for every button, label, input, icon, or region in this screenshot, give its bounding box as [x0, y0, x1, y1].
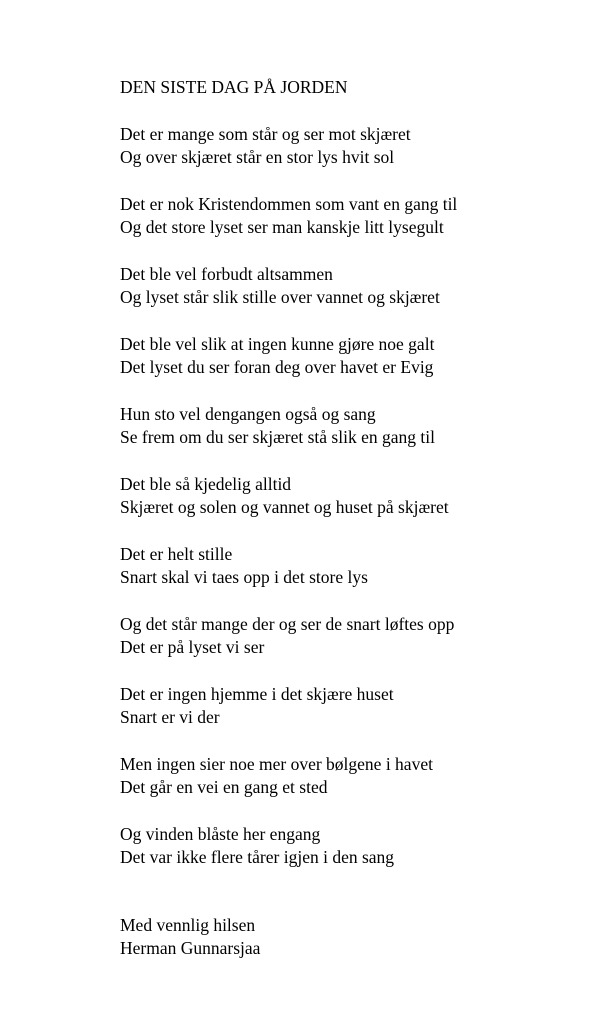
- poem-line: Og vinden blåste her engang: [120, 824, 321, 844]
- stanza: [120, 753, 590, 799]
- poem-line: Snart er vi der: [120, 707, 220, 727]
- stanza: [120, 263, 590, 309]
- stanza: [120, 193, 590, 239]
- signature-block: [120, 914, 590, 960]
- poem-line: Snart skal vi taes opp i det store lys: [120, 567, 368, 587]
- poem-line: Og lyset står slik stille over vannet og skjæret: [120, 287, 440, 307]
- stanza: [120, 543, 590, 589]
- poem-line: Men ingen sier noe mer over bølgene i havet: [120, 754, 433, 774]
- stanza: [120, 823, 590, 869]
- signature-greeting: Med vennlig hilsen: [120, 915, 256, 935]
- stanza: [120, 333, 590, 379]
- poem-line: Det ble så kjedelig alltid: [120, 474, 292, 494]
- poem-line: Det er helt stille: [120, 544, 233, 564]
- poem-line: Det er nok Kristendommen som vant en gang til: [120, 194, 458, 214]
- stanza: [120, 683, 590, 729]
- poem-line: Skjæret og solen og vannet og huset på skjæret: [120, 497, 449, 517]
- stanza: [120, 403, 590, 449]
- stanza: [120, 473, 590, 519]
- poem-line: Det er mange som står og ser mot skjæret: [120, 124, 411, 144]
- poem-line: Og det store lyset ser man kanskje litt lysegult: [120, 217, 444, 237]
- poem-line: Det er ingen hjemme i det skjære huset: [120, 684, 394, 704]
- poem-line: Det er på lyset vi ser: [120, 637, 265, 657]
- poem-line: Det ble vel slik at ingen kunne gjøre noe galt: [120, 334, 435, 354]
- poem-line: Det ble vel forbudt altsammen: [120, 264, 333, 284]
- poem-line: Og over skjæret står en stor lys hvit sol: [120, 147, 395, 167]
- stanza: [120, 123, 590, 169]
- poem-line: Det var ikke flere tårer igjen i den sang: [120, 847, 395, 867]
- poem-line: Og det står mange der og ser de snart løftes opp: [120, 614, 455, 634]
- poem-line: Det lyset du ser foran deg over havet er Evig: [120, 357, 434, 377]
- poem-title: DEN SISTE DAG PÅ JORDEN: [120, 77, 348, 97]
- poem-line: Det går en vei en gang et sted: [120, 777, 328, 797]
- poem-line: Hun sto vel dengangen også og sang: [120, 404, 376, 424]
- stanza: [120, 613, 590, 659]
- poem-line: Se frem om du ser skjæret stå slik en gang til: [120, 427, 435, 447]
- signature-name: Herman Gunnarsjaa: [120, 938, 261, 958]
- document-page: [120, 76, 590, 960]
